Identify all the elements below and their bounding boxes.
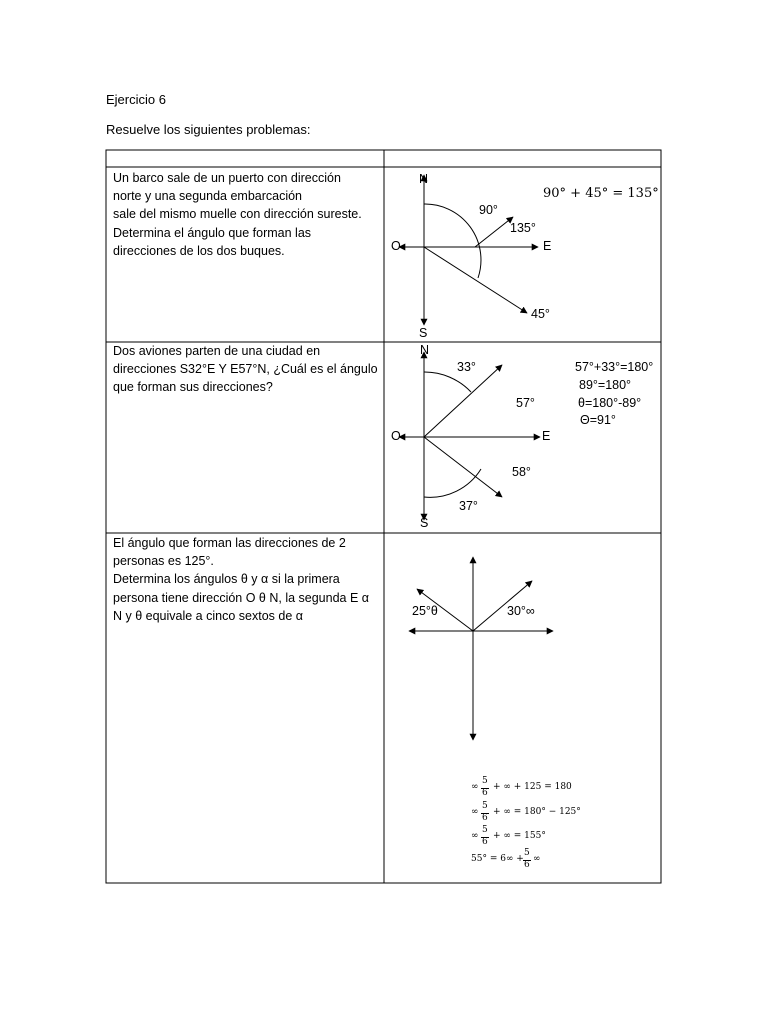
problem-line: Un barco sale de un puerto con dirección bbox=[113, 171, 341, 185]
angle-label: 25°θ bbox=[412, 604, 438, 618]
south-label: S bbox=[419, 326, 428, 340]
problem-line: Dos aviones parten de una ciudad en bbox=[113, 344, 321, 358]
problem-line: Determina el ángulo que forman las bbox=[113, 225, 312, 240]
east-label: E bbox=[543, 239, 552, 253]
work-line: 57°+33°=180° bbox=[575, 360, 654, 374]
problem-line: persona tiene dirección O θ N, la segunda E α bbox=[113, 590, 369, 605]
angle-label: 37° bbox=[459, 499, 478, 513]
south-label: S bbox=[420, 516, 429, 530]
problem-line: norte y una segunda embarcación bbox=[113, 189, 303, 204]
angle-label: 45° bbox=[531, 307, 550, 321]
problem-line: direcciones de los dos buques. bbox=[113, 243, 285, 258]
north-label: N bbox=[419, 172, 429, 186]
problem-line: El ángulo que forman las direcciones de 2 bbox=[113, 536, 346, 550]
work-line: θ=180°-89° bbox=[578, 396, 642, 410]
angle-label: 90° bbox=[479, 203, 498, 217]
instruction-text: Resuelve los siguientes problemas: bbox=[106, 122, 311, 137]
work-line: Θ=91° bbox=[580, 413, 616, 427]
angle-label: 57° bbox=[516, 396, 535, 410]
work-line: 89°=180° bbox=[579, 378, 632, 392]
north-label: N bbox=[420, 343, 430, 357]
east-label: E bbox=[542, 429, 551, 443]
problem-line: sale del mismo muelle con dirección sureste. bbox=[113, 207, 362, 222]
problem-line: Determina los ángulos θ y α si la primera bbox=[113, 572, 340, 587]
exercise-title: Ejercicio 6 bbox=[106, 92, 166, 107]
west-label: O bbox=[391, 239, 401, 253]
solution-equation: 90° + 45° = 135° bbox=[543, 186, 659, 201]
west-label: O bbox=[391, 429, 401, 443]
angle-label: 58° bbox=[512, 465, 531, 479]
angle-label: 33° bbox=[457, 360, 476, 374]
problem-line: que forman sus direcciones? bbox=[113, 380, 273, 395]
problem-line: N y θ equivale a cinco sextos de α bbox=[113, 608, 303, 623]
angle-label: 30°∞ bbox=[507, 604, 535, 618]
problem-line: personas es 125°. bbox=[113, 554, 214, 569]
angle-label: 135° bbox=[510, 221, 536, 235]
problem-line: direcciones S32°E Y E57°N, ¿Cuál es el ángulo bbox=[113, 362, 378, 377]
